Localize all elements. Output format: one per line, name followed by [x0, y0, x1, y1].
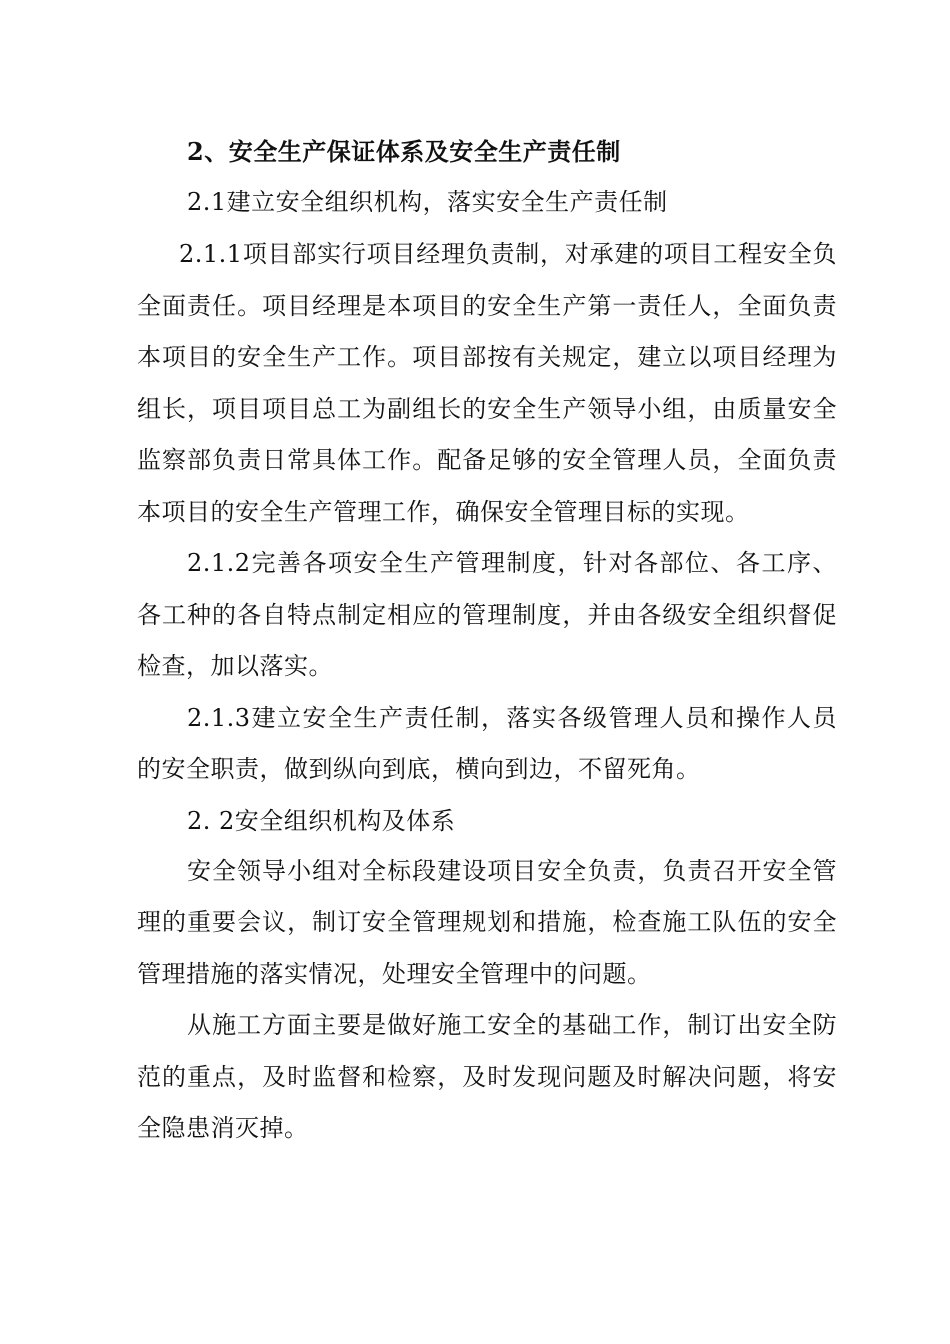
subsection-2-1-title: 2.1建立安全组织机构，落实安全生产责任制: [187, 188, 668, 216]
paragraph-2-1-3: 2.1.3建立安全生产责任制，落实各级管理人员和操作人员的安全职责，做到纵向到底，横向到边，不留死角。: [137, 703, 837, 783]
paragraph-leadership-group: 安全领导小组对全标段建设项目安全负责，负责召开安全管理的重要会议，制订安全管理规划和措施，检查施工队伍的安全管理措施的落实情况，处理安全管理中的问题。: [137, 856, 837, 988]
paragraph-construction-safety: 从施工方面主要是做好施工安全的基础工作，制订出安全防范的重点，及时监督和检察，及时发现问题及时解决问题，将安全隐患消灭掉。: [137, 1011, 837, 1142]
paragraph-2-1-2: 2.1.2完善各项安全生产管理制度，针对各部位、各工序、各工种的各自特点制定相应的管理制度，并由各级安全组织督促检查，加以落实。: [137, 549, 837, 680]
document-body: [137, 127, 837, 1155]
paragraph-2-1-1: 2.1.1项目部实行项目经理负责制，对承建的项目工程安全负全面责任。项目经理是本项目的安全生产第一责任人，全面负责本项目的安全生产工作。项目部按有关规定，建立以项目经理为组长，项目项目总工为副组长的安全生产领导小组，由质量安全监察部负责日常具体工作。配备足够的安全管理人员，全面负责本项目的安全生产管理工作，确保安全管理目标的实现。: [137, 240, 837, 526]
section-heading: 2、安全生产保证体系及安全生产责任制: [187, 137, 621, 166]
subsection-2-2-title: 2. 2安全组织机构及体系: [187, 806, 456, 835]
